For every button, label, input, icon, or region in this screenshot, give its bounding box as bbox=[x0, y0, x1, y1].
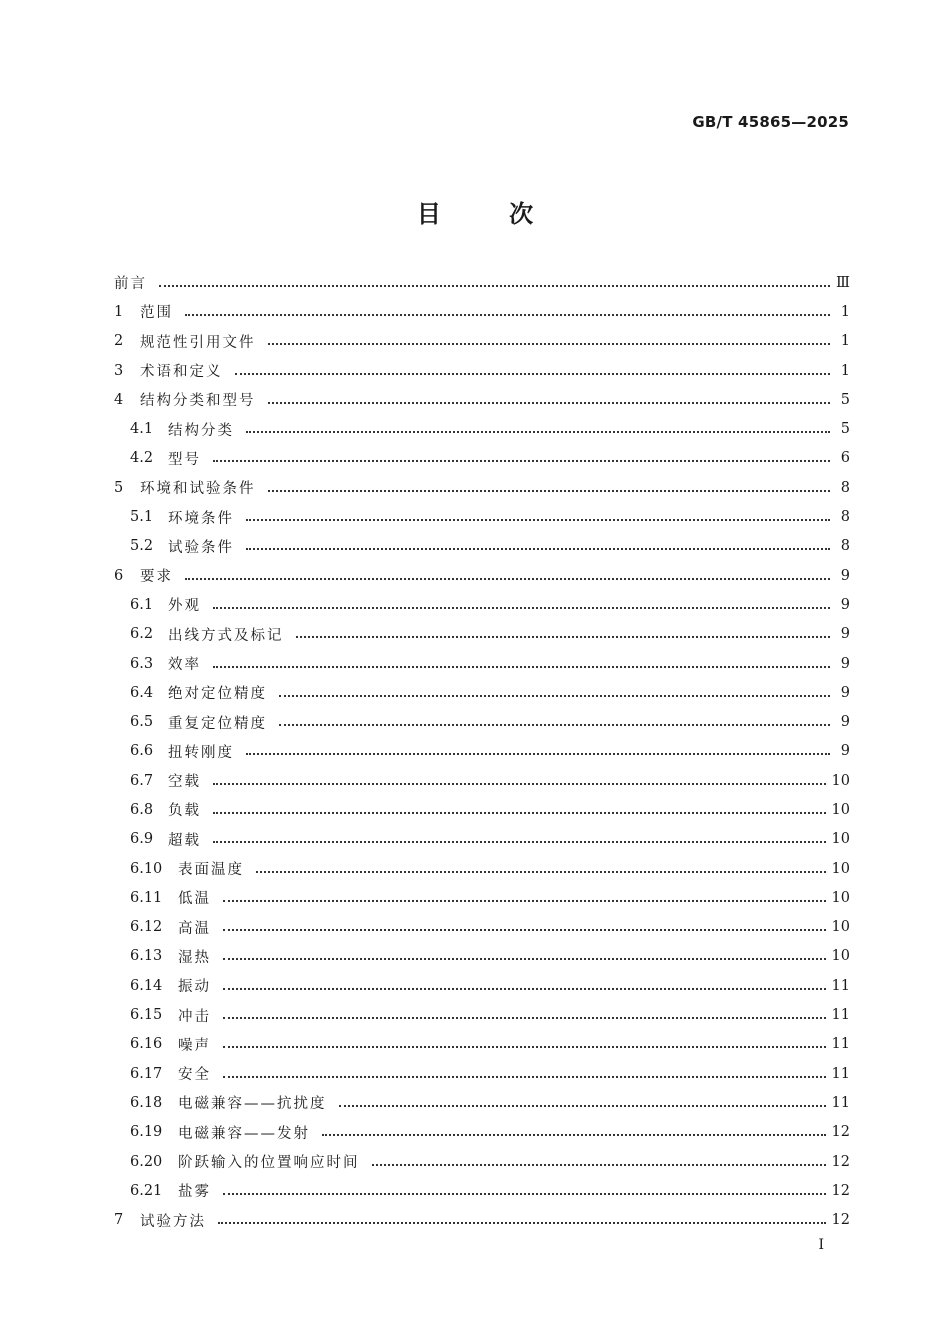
dot-leader bbox=[223, 1003, 826, 1019]
dot-leader bbox=[218, 1208, 826, 1224]
table-of-contents bbox=[114, 268, 850, 1235]
toc-entry[interactable] bbox=[114, 1059, 850, 1088]
toc-entry-page: 9 bbox=[840, 626, 850, 643]
toc-entry-page: 8 bbox=[840, 509, 850, 526]
toc-entry-label: 扭转刚度 bbox=[168, 744, 234, 761]
toc-entry[interactable] bbox=[114, 502, 850, 531]
toc-entry-number: 6.1 bbox=[130, 596, 154, 613]
toc-entry-label: 范围 bbox=[140, 305, 173, 322]
toc-entry-number: 5.1 bbox=[130, 509, 154, 526]
toc-entry-page: 8 bbox=[840, 538, 850, 555]
toc-entry-label: 术语和定义 bbox=[140, 364, 223, 381]
toc-entry-label: 结构分类和型号 bbox=[140, 393, 256, 410]
toc-entry-page: 11 bbox=[831, 1007, 850, 1024]
toc-entry-page: 1 bbox=[840, 362, 850, 379]
toc-entry[interactable] bbox=[114, 1000, 850, 1029]
toc-entry[interactable] bbox=[114, 883, 850, 912]
dot-leader bbox=[268, 329, 831, 345]
toc-entry-number: 6 bbox=[114, 567, 124, 584]
toc-entry-page: 6 bbox=[840, 450, 850, 467]
dot-leader bbox=[279, 681, 830, 697]
toc-entry[interactable] bbox=[114, 385, 850, 414]
toc-entry-page: 5 bbox=[840, 391, 850, 408]
toc-entry-page: 10 bbox=[831, 860, 850, 877]
toc-entry-label: 安全 bbox=[178, 1067, 211, 1084]
dot-leader bbox=[213, 593, 830, 609]
dot-leader bbox=[339, 1091, 826, 1107]
toc-entry-page: 11 bbox=[831, 977, 850, 994]
toc-entry[interactable] bbox=[114, 1030, 850, 1059]
toc-entry-number: 6.11 bbox=[130, 889, 163, 906]
dot-leader bbox=[235, 359, 831, 375]
toc-entry-number: 2 bbox=[114, 333, 124, 350]
toc-entry-number: 3 bbox=[114, 362, 124, 379]
toc-entry-label: 湿热 bbox=[178, 949, 211, 966]
toc-entry[interactable] bbox=[114, 971, 850, 1000]
dot-leader bbox=[185, 564, 830, 580]
toc-entry-label: 重复定位精度 bbox=[168, 715, 267, 732]
toc-entry-number: 6.3 bbox=[130, 655, 154, 672]
toc-entry[interactable] bbox=[114, 620, 850, 649]
toc-entry[interactable] bbox=[114, 707, 850, 736]
toc-entry[interactable] bbox=[114, 913, 850, 942]
toc-entry-page: 12 bbox=[831, 1212, 850, 1229]
dot-leader bbox=[246, 417, 830, 433]
dot-leader bbox=[213, 769, 826, 785]
toc-entry-number: 6.9 bbox=[130, 831, 154, 848]
toc-entry-page: 10 bbox=[831, 831, 850, 848]
toc-entry-page: 8 bbox=[840, 479, 850, 496]
toc-entry-page: Ⅲ bbox=[836, 274, 850, 291]
toc-entry[interactable] bbox=[114, 1176, 850, 1205]
toc-entry-number: 7 bbox=[114, 1212, 124, 1229]
toc-entry-label: 阶跃输入的位置响应时间 bbox=[178, 1155, 360, 1172]
toc-entry-page: 10 bbox=[831, 801, 850, 818]
toc-entry[interactable] bbox=[114, 1088, 850, 1117]
toc-entry-page: 10 bbox=[831, 919, 850, 936]
toc-entry[interactable] bbox=[114, 327, 850, 356]
toc-entry-page: 11 bbox=[831, 1094, 850, 1111]
dot-leader bbox=[223, 974, 826, 990]
dot-leader bbox=[213, 827, 826, 843]
toc-entry-number: 1 bbox=[114, 303, 124, 320]
toc-entry[interactable] bbox=[114, 444, 850, 473]
dot-leader bbox=[223, 886, 826, 902]
toc-entry-page: 9 bbox=[840, 714, 850, 731]
toc-entry[interactable] bbox=[114, 561, 850, 590]
toc-entry-number: 6.12 bbox=[130, 919, 163, 936]
toc-entry-number: 6.15 bbox=[130, 1007, 163, 1024]
toc-entry-label: 绝对定位精度 bbox=[168, 686, 267, 703]
toc-entry-label: 效率 bbox=[168, 657, 201, 673]
title-char-left: 目 bbox=[416, 200, 441, 228]
toc-entry[interactable] bbox=[114, 414, 850, 443]
toc-entry-number: 4 bbox=[114, 391, 124, 408]
toc-entry-label: 超载 bbox=[168, 832, 201, 849]
toc-entry-number: 5.2 bbox=[130, 538, 154, 555]
toc-entry-label: 要求 bbox=[140, 569, 173, 586]
toc-entry-number: 6.8 bbox=[130, 801, 154, 818]
toc-entry-page: 10 bbox=[831, 772, 850, 789]
dot-leader bbox=[159, 271, 830, 287]
dot-leader bbox=[223, 1062, 826, 1078]
toc-entry-number: 6.19 bbox=[130, 1124, 163, 1141]
toc-entry-label: 电磁兼容——发射 bbox=[178, 1125, 310, 1142]
toc-entry-number: 6.7 bbox=[130, 772, 154, 789]
toc-entry-page: 12 bbox=[831, 1124, 850, 1141]
toc-entry[interactable] bbox=[114, 268, 850, 297]
toc-entry[interactable] bbox=[114, 649, 850, 678]
title-char-right: 次 bbox=[509, 200, 534, 228]
dot-leader bbox=[279, 710, 830, 726]
dot-leader bbox=[223, 1179, 826, 1195]
toc-entry[interactable] bbox=[114, 590, 850, 619]
toc-entry[interactable] bbox=[114, 678, 850, 707]
toc-entry-page: 9 bbox=[840, 684, 850, 701]
toc-entry-number: 6.5 bbox=[130, 714, 154, 731]
toc-entry-number: 6.13 bbox=[130, 948, 163, 965]
toc-entry[interactable] bbox=[114, 1147, 850, 1176]
toc-entry-number: 6.4 bbox=[130, 684, 154, 701]
page-title bbox=[0, 194, 950, 229]
dot-leader bbox=[246, 505, 830, 521]
dot-leader bbox=[223, 1032, 826, 1048]
toc-entry-number: 6.17 bbox=[130, 1065, 163, 1082]
toc-entry-label: 出线方式及标记 bbox=[168, 627, 284, 644]
dot-leader bbox=[246, 534, 830, 550]
toc-entry-page: 5 bbox=[840, 421, 850, 438]
toc-entry[interactable] bbox=[114, 532, 850, 561]
toc-entry[interactable] bbox=[114, 473, 850, 502]
page-number: I bbox=[818, 1237, 824, 1253]
dot-leader bbox=[268, 476, 831, 492]
toc-entry-number: 6.20 bbox=[130, 1153, 163, 1170]
toc-entry-label: 环境和试验条件 bbox=[140, 481, 256, 498]
toc-entry-page: 10 bbox=[831, 889, 850, 906]
toc-entry-page: 9 bbox=[840, 567, 850, 584]
toc-entry-number: 6.21 bbox=[130, 1182, 163, 1199]
toc-entry[interactable] bbox=[114, 825, 850, 854]
toc-entry-label: 型号 bbox=[168, 451, 201, 468]
toc-entry-page: 1 bbox=[840, 333, 850, 350]
toc-entry-page: 1 bbox=[840, 303, 850, 320]
toc-entry[interactable] bbox=[114, 1206, 850, 1235]
dot-leader bbox=[223, 944, 826, 960]
toc-entry-number: 5 bbox=[114, 479, 124, 496]
toc-entry-number: 6.16 bbox=[130, 1036, 163, 1053]
toc-entry[interactable] bbox=[114, 795, 850, 824]
toc-entry-number: 6.14 bbox=[130, 977, 163, 994]
toc-entry-page: 12 bbox=[831, 1153, 850, 1170]
dot-leader bbox=[372, 1150, 826, 1166]
toc-entry-page: 12 bbox=[831, 1182, 850, 1199]
toc-entry-label: 振动 bbox=[178, 979, 211, 996]
toc-entry[interactable] bbox=[114, 766, 850, 795]
toc-entry-page: 11 bbox=[831, 1036, 850, 1053]
standard-code: GB/T 45865—2025 bbox=[692, 113, 849, 131]
toc-entry-label: 结构分类 bbox=[168, 422, 234, 439]
toc-entry-label: 试验方法 bbox=[140, 1213, 206, 1230]
toc-entry[interactable] bbox=[114, 942, 850, 971]
toc-entry-page: 9 bbox=[840, 655, 850, 672]
dot-leader bbox=[213, 446, 830, 462]
toc-entry-label: 低温 bbox=[178, 891, 211, 908]
dot-leader bbox=[213, 798, 826, 814]
toc-entry-label: 规范性引用文件 bbox=[140, 334, 256, 351]
toc-entry-label: 高温 bbox=[178, 920, 211, 937]
dot-leader bbox=[223, 915, 826, 931]
toc-entry-page: 9 bbox=[840, 596, 850, 613]
toc-entry-number: 6.10 bbox=[130, 860, 163, 877]
toc-entry-label: 试验条件 bbox=[168, 539, 234, 556]
dot-leader bbox=[213, 652, 830, 668]
dot-leader bbox=[322, 1120, 826, 1136]
toc-entry[interactable] bbox=[114, 1118, 850, 1147]
dot-leader bbox=[296, 622, 831, 638]
toc-entry-number: 6.2 bbox=[130, 626, 154, 643]
toc-entry-page: 9 bbox=[840, 743, 850, 760]
toc-entry-label: 前言 bbox=[114, 276, 147, 293]
dot-leader bbox=[185, 300, 830, 316]
toc-entry-number: 4.2 bbox=[130, 450, 154, 467]
toc-entry-number: 6.6 bbox=[130, 743, 154, 760]
toc-entry[interactable] bbox=[114, 854, 850, 883]
dot-leader bbox=[246, 739, 830, 755]
toc-entry-label: 盐雾 bbox=[178, 1184, 211, 1201]
toc-entry-label: 环境条件 bbox=[168, 510, 234, 527]
toc-entry[interactable] bbox=[114, 356, 850, 385]
toc-entry-number: 4.1 bbox=[130, 421, 154, 438]
toc-entry-label: 电磁兼容——抗扰度 bbox=[178, 1096, 327, 1113]
toc-entry-label: 空载 bbox=[168, 774, 201, 791]
toc-entry-label: 冲击 bbox=[178, 1008, 211, 1025]
toc-entry[interactable] bbox=[114, 297, 850, 326]
toc-entry-label: 外观 bbox=[168, 598, 201, 615]
toc-entry-label: 表面温度 bbox=[178, 862, 244, 879]
toc-entry-page: 10 bbox=[831, 948, 850, 965]
toc-entry[interactable] bbox=[114, 737, 850, 766]
toc-entry-label: 负载 bbox=[168, 803, 201, 820]
toc-entry-label: 噪声 bbox=[178, 1037, 211, 1054]
toc-entry-page: 11 bbox=[831, 1065, 850, 1082]
dot-leader bbox=[256, 857, 826, 873]
toc-entry-number: 6.18 bbox=[130, 1094, 163, 1111]
dot-leader bbox=[268, 388, 831, 404]
